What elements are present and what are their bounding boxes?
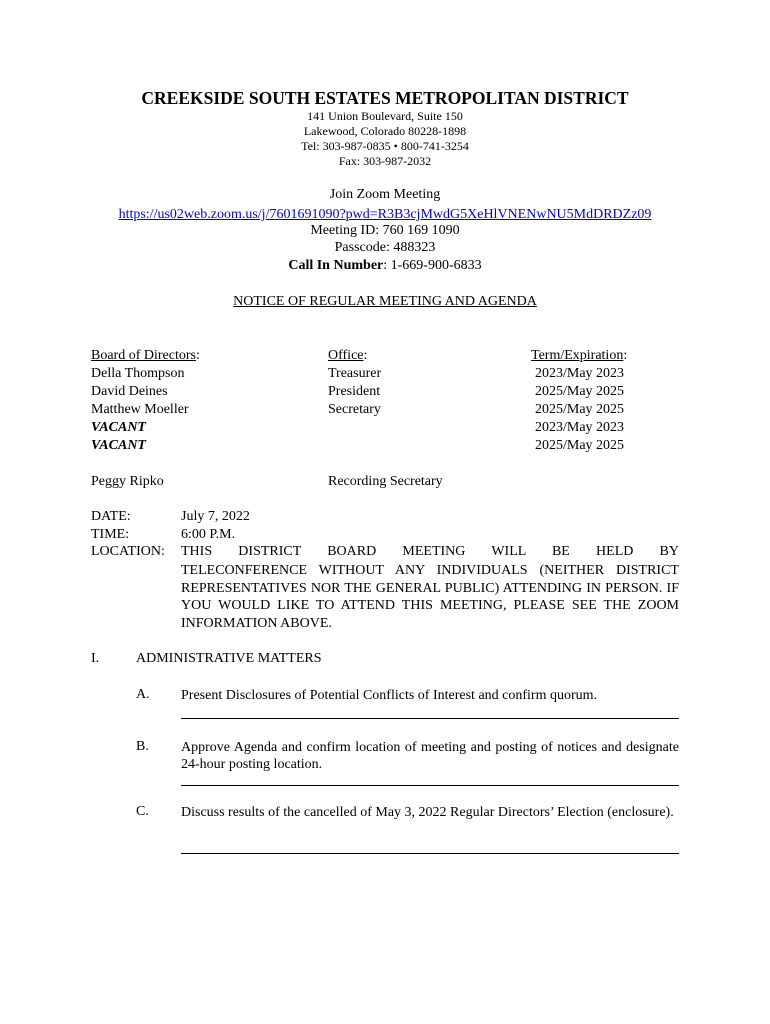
director-name: Matthew Moeller [91,402,189,417]
director-term: 2025/May 2025 [535,438,625,453]
director-name: David Deines [91,384,168,399]
location-text-line-1: THIS DISTRICT BOARD MEETING WILL BE HELD BY [181,544,679,559]
district-title: CREEKSIDE SOUTH ESTATES METROPOLITAN DISTRICT [141,88,629,108]
call-in-label: Call In Number [288,258,384,273]
agenda-item-letter: C. [136,804,149,819]
date-label: DATE: [91,509,131,524]
agenda-item-letter: B. [136,739,149,754]
agenda-item-letter: A. [136,687,150,702]
director-office: Treasurer [328,366,382,381]
director-office: Secretary [328,402,381,417]
zoom-heading: Join Zoom Meeting [329,187,441,202]
location-label: LOCATION: [91,544,165,559]
time-value: 6:00 P.M. [181,527,236,542]
zoom-meeting-id: Meeting ID: 760 169 1090 [310,223,460,238]
board-header-directors: Board of Directors: [91,348,200,363]
director-term: 2025/May 2025 [535,402,625,417]
director-term: 2025/May 2025 [535,384,625,399]
director-term: 2023/May 2023 [535,420,625,435]
time-label: TIME: [91,527,130,542]
agenda-item-text: Present Disclosures of Potential Conflicts of Interest and confirm quorum. [181,688,598,703]
address-line-1: 141 Union Boulevard, Suite 150 [307,109,463,123]
fax-line: Fax: 303-987-2032 [338,154,432,168]
telephone-line: Tel: 303-987-0835 • 800-741-3254 [301,139,469,153]
agenda-item-text: Approve Agenda and confirm location of meeting and posting of notices and designate 24-hour posting location. [181,740,679,772]
agenda-item-divider [181,785,679,786]
agenda-item-divider [181,718,679,719]
date-value: July 7, 2022 [181,509,250,524]
notice-title [0,294,770,310]
address-line-2: Lakewood, Colorado 80228-1898 [303,124,467,138]
section-title: ADMINISTRATIVE MATTERS [136,651,322,666]
board-header-term: Term/Expiration: [531,348,628,363]
zoom-meeting-link[interactable]: https://us02web.zoom.us/j/7601691090?pwd=R3B3cjMwdG5XeHlVNENwNU5MdDRDZz09 [118,207,652,222]
notice-title-text: NOTICE OF REGULAR MEETING AND AGENDA [233,294,537,309]
director-term: 2023/May 2023 [535,366,625,381]
location-text: TELECONFERENCE WITHOUT ANY INDIVIDUALS (NEITHER DISTRICT REPRESENTATIVES NOR THE GENERAL PUBLIC) ATTENDING IN PERSON. IF YOU WOULD LIKE TO ATTEND THIS MEETING, PLEASE SEE THE ZOOM INFORMATION ABOVE. [181,563,679,632]
agenda-item-text: Discuss results of the cancelled of May 3, 2022 Regular Directors’ Election (enclosure). [181,805,674,820]
director-name: Della Thompson [91,366,185,381]
section-number: I. [91,651,100,666]
director-name-vacant: VACANT [91,438,146,453]
agenda-item-divider [181,853,679,854]
zoom-passcode: Passcode: 488323 [334,240,436,255]
director-name-vacant: VACANT [91,420,146,435]
zoom-link-row [0,205,770,223]
call-in-value: : 1-669-900-6833 [383,258,482,273]
board-header-office: Office: [328,348,368,363]
director-office: President [328,384,381,399]
call-in-number [0,258,770,274]
staff-role: Recording Secretary [328,474,443,489]
staff-name: Peggy Ripko [91,474,164,489]
